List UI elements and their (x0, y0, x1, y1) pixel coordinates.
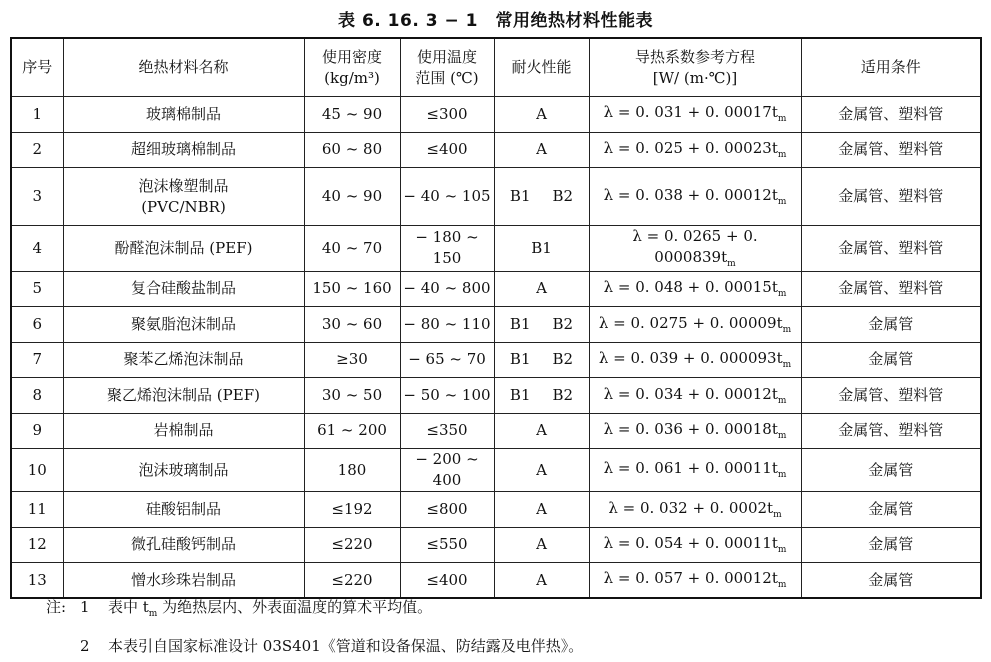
formula-text: λ = 0. 061 + 0. 00011t (603, 459, 778, 478)
formula-text: λ = 0. 032 + 0. 0002t (608, 498, 774, 517)
note-2 (46, 630, 583, 662)
fire-rating: B1 (509, 350, 531, 369)
cell-no: 3 (11, 168, 63, 226)
cell-use: 金属管 (801, 563, 981, 599)
header-density-line1: 使用密度 (321, 47, 382, 66)
cell-temp: − 80 ~ 110 (400, 307, 494, 343)
cell-use: 金属管 (801, 307, 981, 343)
cell-name (63, 168, 304, 226)
fire-rating: A (536, 104, 547, 123)
table-row (11, 449, 981, 492)
cell-fire (494, 307, 589, 343)
cell-no: 8 (11, 378, 63, 414)
cell-formula (589, 168, 801, 226)
cell-density: 180 (304, 449, 400, 492)
cell-fire (494, 527, 589, 563)
cell-no: 1 (11, 97, 63, 133)
cell-temp: − 40 ~ 800 (400, 271, 494, 307)
cell-name-line1: 酚醛泡沫制品 (PEF) (114, 238, 253, 257)
cell-name-line1: 微孔硅酸钙制品 (130, 535, 236, 554)
fire-ratings (495, 420, 589, 441)
fire-rating: B1 (509, 187, 531, 205)
table-notes (46, 591, 583, 662)
cell-name-line2: (PVC/NBR) (141, 197, 226, 216)
fire-rating: B2 (552, 350, 574, 369)
fire-ratings (495, 499, 589, 520)
formula-subscript: m (782, 324, 792, 335)
cell-fire (494, 226, 589, 272)
cell-formula (589, 307, 801, 343)
cell-formula (589, 413, 801, 449)
cell-density: 30 ~ 50 (304, 378, 400, 414)
cell-use: 金属管、塑料管 (801, 378, 981, 414)
notes-label: 注: (46, 598, 67, 616)
fire-ratings (495, 314, 589, 335)
cell-use: 金属管、塑料管 (801, 132, 981, 168)
fire-rating: A (536, 421, 547, 440)
table-title: 表 6. 16. 3 − 1 常用绝热材料性能表 (338, 11, 653, 31)
cell-name-line1: 聚苯乙烯泡沫制品 (123, 350, 244, 369)
note-1-subscript: m (148, 609, 158, 619)
cell-name (63, 132, 304, 168)
cell-formula (589, 342, 801, 378)
cell-name (63, 97, 304, 133)
formula-text: λ = 0. 038 + 0. 00012t (603, 185, 778, 204)
cell-use: 金属管、塑料管 (801, 413, 981, 449)
fire-rating: A (536, 570, 547, 589)
fire-ratings (495, 385, 589, 406)
fire-ratings (495, 238, 589, 259)
cell-name-line1: 硅酸铝制品 (145, 499, 221, 518)
table-row (11, 492, 981, 528)
cell-density: 40 ~ 70 (304, 226, 400, 272)
cell-fire (494, 492, 589, 528)
cell-name-line1: 憎水珍珠岩制品 (130, 570, 236, 589)
note-1-text (108, 591, 432, 630)
formula-text: λ = 0. 025 + 0. 00023t (603, 138, 778, 157)
cell-no: 12 (11, 527, 63, 563)
cell-temp: − 65 ~ 70 (400, 342, 494, 378)
cell-no: 13 (11, 563, 63, 599)
fire-rating: A (536, 460, 547, 479)
note-2-number: 2 (80, 637, 90, 655)
table-row (11, 271, 981, 307)
cell-use: 金属管、塑料管 (801, 168, 981, 226)
cell-name (63, 492, 304, 528)
cell-temp: ≤400 (400, 132, 494, 168)
cell-formula (589, 492, 801, 528)
formula-text: λ = 0. 039 + 0. 000093t (598, 349, 783, 368)
cell-name (63, 449, 304, 492)
cell-name-line1: 聚氨脂泡沫制品 (130, 314, 236, 333)
fire-ratings (495, 534, 589, 555)
cell-fire (494, 97, 589, 133)
cell-name (63, 378, 304, 414)
cell-density: ≥30 (304, 342, 400, 378)
cell-fire (494, 132, 589, 168)
cell-density: 30 ~ 60 (304, 307, 400, 343)
cell-formula (589, 378, 801, 414)
formula-text: λ = 0. 057 + 0. 00012t (603, 569, 778, 588)
formula-subscript: m (777, 470, 787, 481)
header-density (304, 38, 400, 97)
cell-formula (589, 226, 801, 272)
cell-name-line1: 泡沫橡塑制品 (138, 176, 229, 195)
formula-text: λ = 0. 0275 + 0. 00009t (598, 313, 783, 332)
notes-label-spacer (46, 630, 80, 662)
cell-temp: ≤350 (400, 413, 494, 449)
header-name: 绝热材料名称 (63, 38, 304, 97)
header-use: 适用条件 (801, 38, 981, 97)
note-1-text-a: 表中 t (108, 598, 149, 616)
fire-rating: B2 (552, 314, 574, 333)
cell-no: 10 (11, 449, 63, 492)
cell-temp: − 200 ~ 400 (400, 449, 494, 492)
fire-rating: B2 (552, 385, 574, 404)
cell-no: 5 (11, 271, 63, 307)
insulation-materials-table (10, 37, 982, 599)
table-row (11, 97, 981, 133)
header-fire: 耐火性能 (494, 38, 589, 97)
cell-name-line1: 泡沫玻璃制品 (138, 460, 229, 479)
cell-fire (494, 168, 589, 226)
formula-subscript: m (777, 545, 787, 556)
cell-fire (494, 342, 589, 378)
formula-text: λ = 0. 0265 + 0. 0000839t (632, 227, 758, 266)
cell-temp: − 50 ~ 100 (400, 378, 494, 414)
header-temp-line2: 范围 (℃) (415, 68, 479, 87)
header-density-line2: (kg/m³) (324, 68, 380, 87)
cell-no: 7 (11, 342, 63, 378)
fire-rating: B2 (552, 187, 574, 205)
header-formula-line2: [W/ (m·℃)] (652, 68, 738, 87)
cell-formula (589, 449, 801, 492)
cell-fire (494, 271, 589, 307)
cell-use: 金属管、塑料管 (801, 271, 981, 307)
formula-text: λ = 0. 031 + 0. 00017t (603, 103, 778, 122)
cell-density: 40 ~ 90 (304, 168, 400, 226)
header-temp (400, 38, 494, 97)
cell-formula (589, 97, 801, 133)
table-body (11, 97, 981, 599)
table-row (11, 226, 981, 272)
cell-no: 11 (11, 492, 63, 528)
table-row (11, 168, 981, 226)
cell-formula (589, 271, 801, 307)
cell-density: 61 ~ 200 (304, 413, 400, 449)
cell-name-line1: 复合硅酸盐制品 (130, 279, 236, 298)
fire-rating: A (536, 499, 547, 518)
formula-subscript: m (773, 509, 782, 520)
note-1-number: 1 (80, 598, 90, 616)
cell-no: 6 (11, 307, 63, 343)
cell-use: 金属管 (801, 449, 981, 492)
cell-name-line1: 岩棉制品 (153, 421, 214, 440)
fire-ratings (495, 349, 589, 370)
header-temp-line1: 使用温度 (416, 47, 477, 66)
cell-name (63, 307, 304, 343)
formula-subscript: m (777, 431, 787, 442)
cell-name-line1: 聚乙烯泡沫制品 (PEF) (107, 385, 260, 404)
table-row (11, 378, 981, 414)
cell-density: 150 ~ 160 (304, 271, 400, 307)
fire-ratings (495, 460, 589, 481)
cell-formula (589, 527, 801, 563)
cell-density: 60 ~ 80 (304, 132, 400, 168)
formula-subscript: m (777, 196, 787, 207)
cell-density: ≤220 (304, 563, 400, 599)
table-row (11, 342, 981, 378)
fire-ratings (495, 186, 589, 207)
cell-name-line1: 超细玻璃棉制品 (130, 140, 236, 159)
formula-subscript: m (777, 289, 787, 300)
formula-subscript: m (777, 395, 787, 406)
header-no: 序号 (11, 38, 63, 97)
fire-rating: A (536, 535, 547, 554)
cell-fire (494, 378, 589, 414)
table-row (11, 307, 981, 343)
cell-name (63, 271, 304, 307)
formula-subscript: m (777, 149, 787, 160)
header-row (11, 38, 981, 97)
fire-rating: A (536, 279, 547, 298)
cell-no: 9 (11, 413, 63, 449)
fire-rating: B1 (531, 238, 552, 257)
formula-subscript: m (727, 259, 736, 269)
cell-temp: − 180 ~ 150 (400, 226, 494, 272)
formula-subscript: m (777, 580, 787, 591)
header-formula (589, 38, 801, 97)
formula-text: λ = 0. 034 + 0. 00012t (603, 384, 778, 403)
fire-ratings (495, 104, 589, 125)
note-2-text: 本表引自国家标准设计 03S401《管道和设备保温、防结露及电伴热》。 (108, 637, 584, 655)
cell-fire (494, 413, 589, 449)
cell-use: 金属管、塑料管 (801, 226, 981, 272)
formula-text: λ = 0. 036 + 0. 00018t (603, 420, 778, 439)
formula-text: λ = 0. 048 + 0. 00015t (603, 278, 778, 297)
cell-temp: ≤550 (400, 527, 494, 563)
table-row (11, 527, 981, 563)
cell-name (63, 527, 304, 563)
cell-temp: ≤800 (400, 492, 494, 528)
cell-fire (494, 449, 589, 492)
formula-subscript: m (782, 360, 792, 371)
cell-formula (589, 563, 801, 599)
fire-rating: B1 (509, 385, 531, 404)
cell-formula (589, 132, 801, 168)
cell-name-line1: 玻璃棉制品 (145, 104, 221, 123)
formula-text: λ = 0. 054 + 0. 00011t (603, 534, 778, 553)
header-formula-line1: 导热系数参考方程 (634, 47, 755, 66)
fire-rating: A (536, 140, 547, 159)
cell-density: 45 ~ 90 (304, 97, 400, 133)
cell-temp: ≤400 (400, 563, 494, 599)
cell-no: 2 (11, 132, 63, 168)
fire-ratings (495, 278, 589, 299)
fire-ratings (495, 570, 589, 591)
table-row (11, 132, 981, 168)
cell-density: ≤220 (304, 527, 400, 563)
table-row (11, 413, 981, 449)
fire-rating: B1 (509, 314, 531, 333)
cell-name (63, 342, 304, 378)
cell-no: 4 (11, 226, 63, 272)
cell-use: 金属管、塑料管 (801, 97, 981, 133)
fire-ratings (495, 139, 589, 160)
cell-density: ≤192 (304, 492, 400, 528)
formula-subscript: m (777, 114, 787, 125)
cell-name (63, 226, 304, 272)
cell-temp: − 40 ~ 105 (400, 168, 494, 226)
note-1 (46, 591, 583, 630)
cell-name (63, 413, 304, 449)
cell-temp: ≤300 (400, 97, 494, 133)
cell-use: 金属管 (801, 342, 981, 378)
cell-use: 金属管 (801, 492, 981, 528)
cell-use: 金属管 (801, 527, 981, 563)
note-1-text-b: 为绝热层内、外表面温度的算术平均值。 (157, 598, 433, 616)
